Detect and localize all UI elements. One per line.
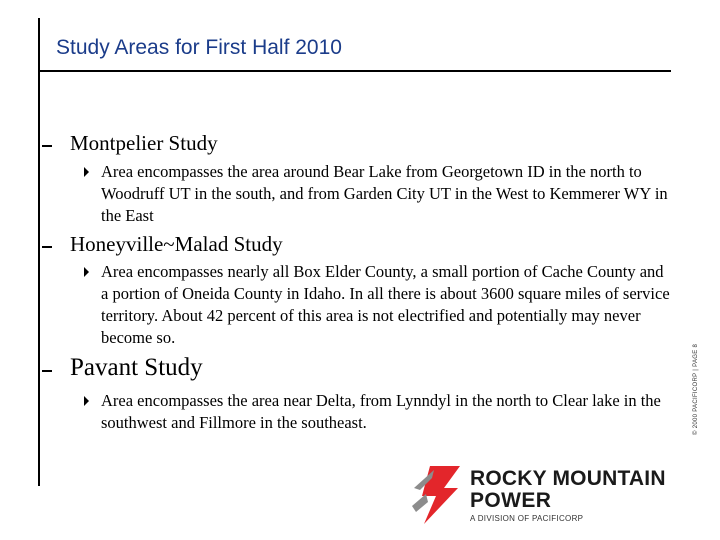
section-heading: Pavant Study (70, 354, 203, 381)
title-underline (38, 70, 671, 72)
bullet-text: Area encompasses nearly all Box Elder County, a small portion of Cache County and a portion of Oneida County in Idaho. In all there is about 3600 square miles of service territory. About 42 percent of this area is not electrified and potentially may never become so. (101, 262, 670, 347)
logo-line-1: ROCKY MOUNTAIN (470, 467, 666, 490)
section-heading: Honeyville~Malad Study (70, 232, 283, 256)
rocky-mountain-power-logo (410, 458, 710, 530)
bullet-text: Area encompasses the area around Bear Lake from Georgetown ID in the north to Woodruff UT in the south, and from Garden City UT in the West to Kemmerer WY in the East (101, 162, 668, 225)
bullet-text: Area encompasses the area near Delta, from Lynndyl in the north to Clear lake in the southwest and Fillmore in the southeast. (101, 391, 661, 432)
section-heading: Montpelier Study (70, 131, 218, 155)
logo-tagline: A DIVISION OF PACIFICORP (470, 514, 584, 523)
left-vertical-rule (38, 18, 40, 486)
copyright-notice (693, 300, 703, 440)
bullet-arrow-icon (84, 167, 89, 177)
logo-line-2: POWER (470, 489, 552, 512)
copyright-text: © 2000 PACIFICORP | PAGE 8 (693, 343, 699, 435)
power-mark-icon (410, 458, 464, 530)
bullet-arrow-icon (84, 396, 89, 406)
bullet-arrow-icon (84, 267, 89, 277)
slide-title: Study Areas for First Half 2010 (56, 36, 342, 59)
